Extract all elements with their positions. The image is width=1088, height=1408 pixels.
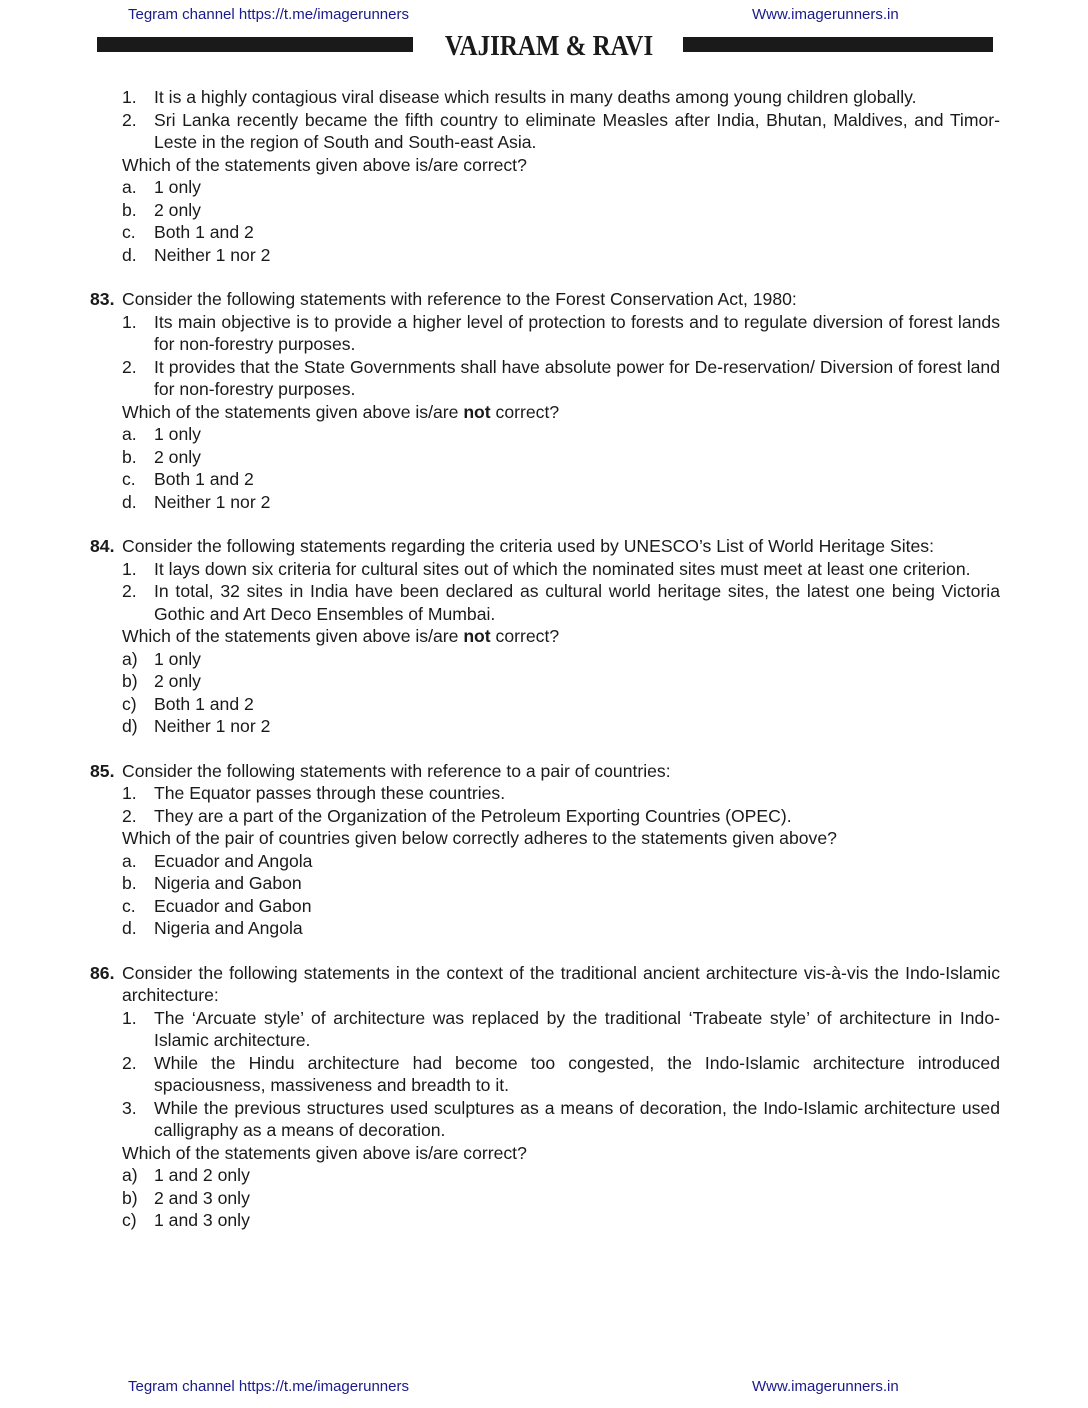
question-number: 85. (90, 760, 115, 781)
question-prompt (90, 962, 1000, 1007)
question-ask: Which of the pair of countries given below correctly adheres to the statements given above? (122, 828, 837, 848)
option-text: Neither 1 nor 2 (154, 716, 271, 736)
statement-text: Sri Lanka recently became the fifth country to eliminate Measles after India, Bhutan, Maldives, and Timor-Leste in the region of South and South-east Asia. (154, 109, 1000, 152)
statement (90, 805, 1000, 828)
statement-number: 3. (122, 1097, 137, 1118)
statement (90, 1097, 1000, 1142)
question-83 (90, 288, 1000, 513)
ask-text: Which of the statements given above is/are (122, 401, 464, 422)
statement (90, 1007, 1000, 1052)
option-label: b. (122, 873, 137, 893)
option-text: Both 1 and 2 (154, 469, 254, 489)
statement (90, 311, 1000, 356)
option (90, 446, 1000, 469)
banner-title: VAJIRAM & RAVI (444, 30, 654, 62)
question-82-continued (90, 86, 1000, 266)
option-text: 2 and 3 only (154, 1187, 250, 1208)
website-link[interactable]: Www.imagerunners.in (752, 6, 899, 23)
footer-links (0, 1378, 1088, 1398)
option (90, 693, 1000, 716)
question-text: Consider the following statements with reference to a pair of countries: (122, 760, 671, 781)
header-banner (97, 30, 993, 62)
header-links (0, 6, 1088, 26)
option-text: Both 1 and 2 (154, 222, 254, 242)
statement (90, 1052, 1000, 1097)
banner-bar-right (683, 37, 993, 52)
statement-text: They are a part of the Organization of the Petroleum Exporting Countries (OPEC). (154, 805, 792, 826)
option (90, 491, 1000, 514)
option-label: a) (122, 648, 138, 669)
document-body (90, 86, 1000, 1254)
option (90, 872, 1000, 895)
question-number: 83. (90, 289, 115, 309)
question-prompt (90, 535, 1000, 558)
option-text: Both 1 and 2 (154, 693, 254, 714)
statement-text: It is a highly contagious viral disease which results in many deaths among young children globally. (154, 87, 917, 107)
option (90, 1164, 1000, 1187)
question-ask: Which of the statements given above is/are correct? (122, 1142, 527, 1163)
option-label: a. (122, 177, 137, 197)
question-prompt (90, 288, 1000, 311)
option (90, 715, 1000, 738)
option-text: 2 only (154, 446, 201, 467)
statement-number: 2. (122, 805, 137, 826)
statement-text: It provides that the State Governments shall have absolute power for De-reservation/ Diversion of forest land for non-forestry purposes. (154, 356, 1000, 399)
banner-bar-left (97, 37, 413, 52)
question-85 (90, 760, 1000, 940)
statement-text: Its main objective is to provide a higher level of protection to forests and to regulate diversion of forest lands for non-forestry purposes. (154, 311, 1000, 354)
option-label: b. (122, 446, 137, 467)
option-label: b) (122, 671, 138, 691)
statement-number: 1. (122, 1007, 137, 1028)
option-text: Neither 1 nor 2 (154, 491, 271, 512)
statement (90, 782, 1000, 805)
statement-text: The Equator passes through these countries. (154, 783, 506, 803)
option (90, 670, 1000, 693)
statement-number: 2. (122, 356, 137, 377)
option-text: Nigeria and Angola (154, 918, 303, 938)
question-86 (90, 962, 1000, 1232)
statement-number: 1. (122, 87, 137, 107)
statement-text: In total, 32 sites in India have been declared as cultural world heritage sites, the latest one being Victoria Gothic and Art Deco Ensembles of Mumbai. (154, 581, 1000, 624)
option (90, 423, 1000, 446)
option-label: c. (122, 895, 136, 916)
ask-text: correct? (490, 401, 560, 422)
question-number: 84. (90, 536, 115, 556)
telegram-link[interactable]: Tegram channel https://t.me/imagerunners (128, 1378, 409, 1395)
statement (90, 109, 1000, 154)
statement-text: While the previous structures used sculptures as a means of decoration, the Indo-Islamic architecture used calligraphy as a means of decoration. (154, 1097, 1000, 1140)
ask-text: correct? (490, 626, 560, 646)
option-label: d) (122, 716, 138, 736)
option (90, 221, 1000, 244)
option (90, 176, 1000, 199)
question-ask (90, 401, 1000, 424)
statement-number: 1. (122, 783, 137, 803)
option-text: 1 and 2 only (154, 1165, 250, 1185)
option-label: d. (122, 918, 137, 938)
ask-emphasis: not (463, 401, 491, 422)
statement (90, 356, 1000, 401)
option (90, 199, 1000, 222)
option (90, 850, 1000, 873)
option-label: a. (122, 424, 137, 444)
option-text: Neither 1 nor 2 (154, 244, 271, 265)
statement-text: It lays down six criteria for cultural sites out of which the nominated sites must meet at least one criterion. (154, 558, 971, 579)
option (90, 1209, 1000, 1232)
option-text: 1 only (154, 648, 201, 669)
option-text: 1 only (154, 177, 201, 197)
statement-number: 2. (122, 581, 137, 601)
option-text: 1 and 3 only (154, 1210, 250, 1230)
statement (90, 580, 1000, 625)
question-text: Consider the following statements with reference to the Forest Conservation Act, 1980: (122, 289, 797, 309)
option-label: c. (122, 469, 136, 489)
question-prompt (90, 760, 1000, 783)
statement-text: The ‘Arcuate style’ of architecture was replaced by the traditional ‘Trabeate style’ of architecture in Indo-Islamic architecture. (154, 1007, 1000, 1050)
option-text: 2 only (154, 671, 201, 691)
option-label: c) (122, 693, 137, 714)
option (90, 468, 1000, 491)
option-label: b) (122, 1187, 138, 1208)
option-text: Nigeria and Gabon (154, 873, 302, 893)
option-label: a) (122, 1165, 138, 1185)
question-ask: Which of the statements given above is/are correct? (122, 154, 527, 175)
option-text: 2 only (154, 199, 201, 220)
option-label: a. (122, 850, 137, 871)
option-label: c. (122, 222, 136, 242)
website-link[interactable]: Www.imagerunners.in (752, 1378, 899, 1395)
option-text: 1 only (154, 424, 201, 444)
option (90, 244, 1000, 267)
question-text: Consider the following statements in the context of the traditional ancient architecture vis-à-vis the Indo-Islamic architecture: (122, 962, 1000, 1005)
option (90, 917, 1000, 940)
telegram-link[interactable]: Tegram channel https://t.me/imagerunners (128, 6, 409, 23)
question-number: 86. (90, 962, 115, 983)
option-text: Ecuador and Gabon (154, 895, 312, 916)
statement-number: 1. (122, 558, 137, 579)
option-text: Ecuador and Angola (154, 850, 313, 871)
question-84 (90, 535, 1000, 738)
question-ask (90, 625, 1000, 648)
option (90, 1187, 1000, 1210)
option (90, 648, 1000, 671)
statement-text: While the Hindu architecture had become too congested, the Indo-Islamic architecture introduced spaciousness, massiveness and breadth to it. (154, 1052, 1000, 1095)
option-label: b. (122, 199, 137, 220)
statement (90, 86, 1000, 109)
ask-text: Which of the statements given above is/are (122, 626, 464, 646)
option (90, 895, 1000, 918)
option-label: d. (122, 244, 137, 265)
statement-number: 1. (122, 311, 137, 332)
statement-number: 2. (122, 109, 137, 130)
option-label: c) (122, 1210, 137, 1230)
statement (90, 558, 1000, 581)
ask-emphasis: not (463, 626, 491, 646)
question-text: Consider the following statements regarding the criteria used by UNESCO’s List of World Heritage Sites: (122, 536, 934, 556)
option-label: d. (122, 491, 137, 512)
statement-number: 2. (122, 1052, 137, 1073)
